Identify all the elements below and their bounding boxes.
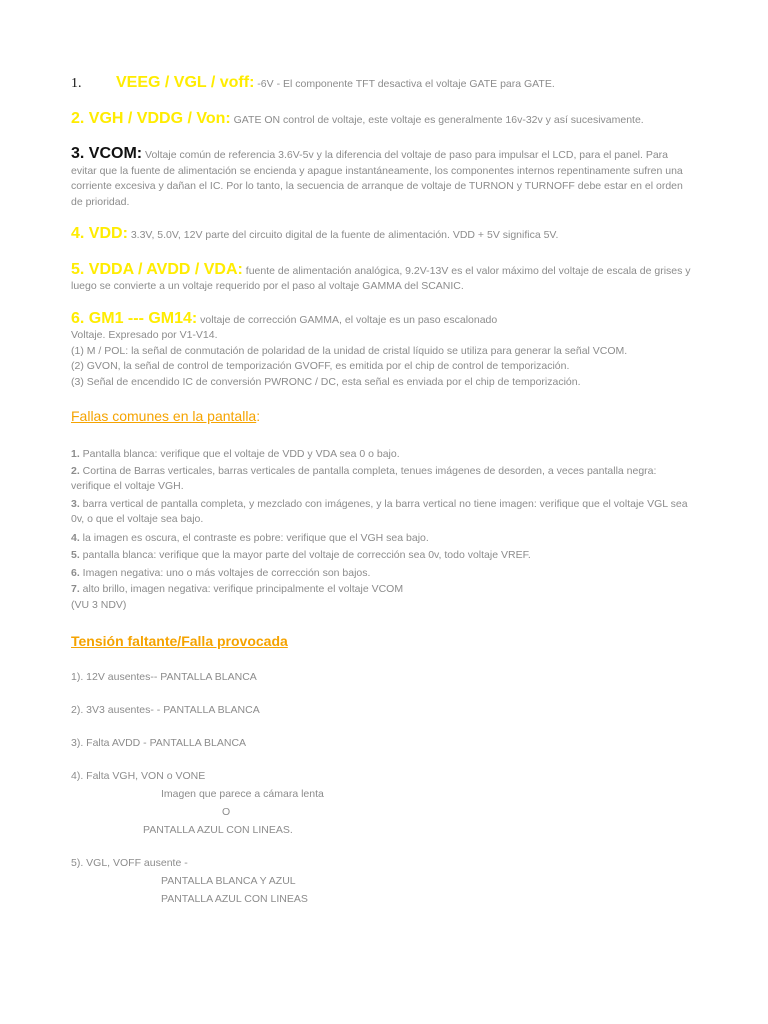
item-heading: 4. VDD: xyxy=(71,225,128,242)
list-text: Imagen negativa: uno o más voltajes de corrección son bajos. xyxy=(79,566,371,579)
list-number: 6. xyxy=(71,566,80,579)
tension-line: 5). VGL, VOFF ausente - xyxy=(71,857,188,869)
tension-subline: Imagen que parece a cámara lenta xyxy=(161,788,324,800)
section-tension-heading xyxy=(71,633,696,651)
item-vgh xyxy=(71,110,696,129)
vu-note: (VU 3 NDV) xyxy=(71,598,127,611)
list-text: alto brillo, imagen negativa: verifique principalmente el voltaje VCOM xyxy=(79,583,404,595)
tension-subline: PANTALLA AZUL CON LINEAS. xyxy=(143,824,293,836)
list-number: 1. xyxy=(71,448,80,460)
list-item xyxy=(71,446,696,464)
item-text: -6V - El componente TFT desactiva el voltaje GATE para GATE. xyxy=(254,78,555,90)
section-title: Tensión faltante/Falla provocada xyxy=(71,633,288,649)
list-item xyxy=(71,547,696,565)
item-text: 3.3V, 5.0V, 12V parte del circuito digital de la fuente de alimentación. VDD + 5V significa 5V. xyxy=(127,229,559,241)
item-number: 1. xyxy=(71,76,82,91)
item-text: fuente de alimentación analógica, 9.2V-13V es el valor máximo del voltaje de escala de grises y luego se convierte a un voltaje requerido por el paso al voltaje GAMMA del SCANIC. xyxy=(71,264,691,292)
tension-line: 4). Falta VGH, VON o VONE xyxy=(71,770,206,782)
section-colon: : xyxy=(256,408,261,424)
section-fallas-heading xyxy=(71,408,696,426)
list-text: la imagen es oscura, el contraste es pobre: verifique que el VGH sea bajo. xyxy=(79,531,429,544)
gm-line: (2) GVON, la señal de control de temporización GVOFF, es emitida por el chip de control de temporización. xyxy=(71,360,570,372)
item-vdda xyxy=(71,262,696,295)
tension-line: 3). Falta AVDD - PANTALLA BLANCA xyxy=(71,737,247,749)
item-text: voltaje de corrección GAMMA, el voltaje es un paso escalonado xyxy=(197,313,498,326)
list-number: 5. xyxy=(71,549,80,561)
list-text: pantalla blanca: verifique que la mayor parte del voltaje de corrección sea 0v, todo voltaje VREF. xyxy=(79,549,531,561)
item-heading: 3. VCOM: xyxy=(71,145,143,162)
item-text: GATE ON control de voltaje, este voltaje es generalmente 16v-32v y así sucesivamente. xyxy=(230,113,644,126)
item-text: Voltaje común de referencia 3.6V-5v y la diferencia del voltaje de paso para impulsar el LCD, para el panel. Para evitar que la fuente de alimentación se encienda y apague instantáneamente, los componentes internos repentinamente sufren una corriente excesiva y dañan el IC. Por lo tanto, la secuencia de arranque de voltaje de TURNON y TURNOFF debe estar en el orden de prioridad. xyxy=(71,149,683,208)
gm-line: (1) M / POL: la señal de conmutación de polaridad de la unidad de cristal líquido se utiliza para generar la señal VCOM. xyxy=(71,344,628,357)
gm-line: Voltaje. Expresado por V1-V14. xyxy=(71,329,218,341)
item-heading: 2. VGH / VDDG / Von: xyxy=(71,109,231,127)
item-heading: 5. VDDA / AVDD / VDA: xyxy=(71,260,243,278)
item-vcom xyxy=(71,146,696,210)
list-item xyxy=(71,530,696,548)
list-text: barra vertical de pantalla completa, y mezclado con imágenes, y la barra vertical no tiene imagen: verifique que el voltaje VGL sea 0v, o que el voltaje sea bajo. xyxy=(71,497,688,525)
tension-line: 1). 12V ausentes-- PANTALLA BLANCA xyxy=(71,671,257,683)
item-vdd xyxy=(71,225,696,244)
list-item xyxy=(71,565,696,583)
tension-subline: O xyxy=(222,806,231,818)
tension-subline: PANTALLA AZUL CON LINEAS xyxy=(161,893,308,905)
tension-line: 2). 3V3 ausentes- - PANTALLA BLANCA xyxy=(71,704,260,716)
list-number: 2. xyxy=(71,464,80,477)
list-item xyxy=(71,464,696,495)
section-title: Fallas comunes en la pantalla xyxy=(71,408,257,424)
item-veeg xyxy=(71,74,696,93)
list-number: 4. xyxy=(71,531,80,544)
list-text: Cortina de Barras verticales, barras verticales de pantalla completa, tenues imágenes de desorden, a veces pantalla negra: verifique el voltaje VGH. xyxy=(71,464,657,492)
list-number: 7. xyxy=(71,583,80,595)
item-gm xyxy=(71,310,696,329)
list-item xyxy=(71,497,696,528)
list-number: 3. xyxy=(71,497,80,510)
list-text: Pantalla blanca: verifique que el voltaje de VDD y VDA sea 0 o bajo. xyxy=(79,448,400,460)
item-heading: 6. GM1 --- GM14: xyxy=(71,309,198,327)
list-item xyxy=(71,582,696,598)
item-heading: VEEG / VGL / voff: xyxy=(116,74,255,91)
document-page xyxy=(71,74,696,908)
gm-line: (3) Señal de encendido IC de conversión PWRONC / DC, esta señal es enviada por el chip de temporización. xyxy=(71,375,581,388)
tension-subline: PANTALLA BLANCA Y AZUL xyxy=(161,875,296,887)
